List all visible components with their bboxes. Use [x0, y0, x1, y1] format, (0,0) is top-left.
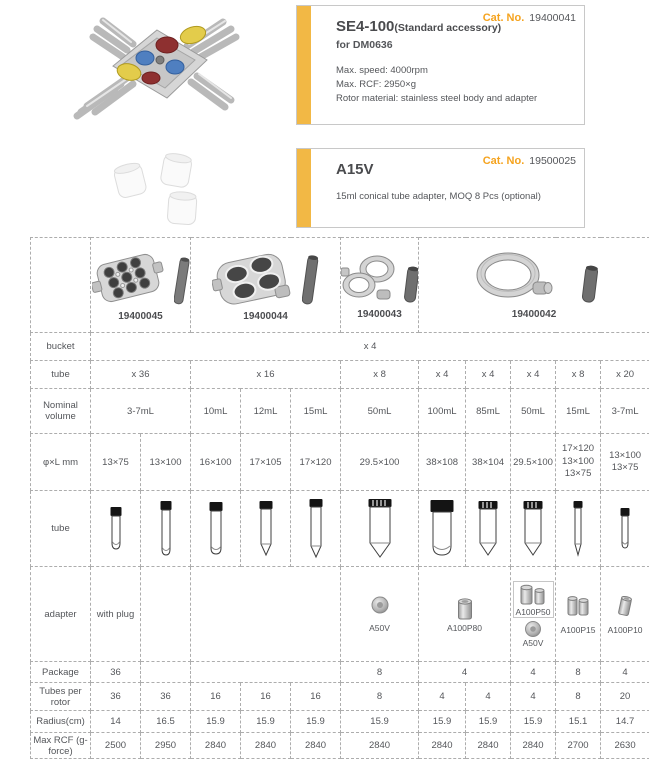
- adapter-label: A50V: [523, 638, 544, 648]
- a100p15-adapter-icon: [566, 594, 590, 618]
- adapter-label: A100P15: [561, 625, 596, 635]
- nominal-cell: 100mL: [419, 389, 466, 434]
- rcf-cell: 2840: [291, 733, 341, 759]
- product-panel-se4-100: [296, 5, 585, 125]
- tube-type-cell: [419, 491, 466, 567]
- package-cell: 4: [419, 662, 511, 683]
- spec-line: Max. speed: 4000rpm: [336, 64, 576, 78]
- accent-bar: [297, 6, 311, 124]
- product-cell-19400044: [191, 238, 341, 333]
- tube-type-cell: [91, 491, 141, 567]
- tube-type-cell: [466, 491, 511, 567]
- dims-cell: 17×120: [291, 434, 341, 491]
- tube-count-cell: x 16: [191, 361, 341, 389]
- row-label-max-rcf: Max RCF (g-force): [31, 733, 91, 759]
- tube-type-cell: [291, 491, 341, 567]
- nominal-cell: 85mL: [466, 389, 511, 434]
- tpr-cell: 36: [91, 683, 141, 711]
- spec-line: 15ml conical tube adapter, MOQ 8 Pcs (optional): [336, 190, 576, 204]
- row-tube-type: [31, 491, 649, 567]
- dims-cell: 17×105: [241, 434, 291, 491]
- row-radius: [31, 711, 649, 733]
- dims-cell: 38×104: [466, 434, 511, 491]
- accent-bar: [297, 149, 311, 227]
- row-max-rcf: [31, 733, 649, 759]
- a50v-adapter-icon: [370, 596, 390, 614]
- product-subtitle: for DM0636: [336, 39, 576, 51]
- a100p50-adapter-icon: [519, 583, 547, 607]
- cat-no-value: 19400041: [529, 12, 576, 24]
- radius-cell: 15.9: [191, 711, 241, 733]
- tube-15ml-conical-icon: [571, 499, 585, 559]
- nominal-cell: 3-7mL: [91, 389, 191, 434]
- tube-type-cell: [601, 491, 649, 567]
- tube-count-cell: x 20: [601, 361, 649, 389]
- tpr-cell: 16: [241, 683, 291, 711]
- product-spec-lines: [336, 190, 576, 204]
- tube-type-cell: [241, 491, 291, 567]
- adapter-cell-a100p50: [511, 567, 556, 662]
- row-label-tube: tube: [31, 361, 91, 389]
- product-title: SE4-100(Standard accessory): [336, 18, 576, 37]
- row-label-bucket: bucket: [31, 333, 91, 361]
- radius-cell: 15.9: [466, 711, 511, 733]
- row-tube-count: [31, 361, 649, 389]
- row-label-radius: Radius(cm): [31, 711, 91, 733]
- row-label-tube-type: tube: [31, 491, 91, 567]
- tpr-cell: 4: [419, 683, 466, 711]
- cat-no-label: Cat. No.: [483, 12, 525, 24]
- package-cell: 4: [601, 662, 649, 683]
- rcf-cell: 2840: [466, 733, 511, 759]
- dims-cell: 13×100: [141, 434, 191, 491]
- radius-cell: 15.9: [291, 711, 341, 733]
- tpr-cell: 8: [341, 683, 419, 711]
- product-title: A15V: [336, 161, 576, 179]
- tpr-cell: 4: [466, 683, 511, 711]
- tube-50ml-conical-icon: [365, 497, 395, 561]
- tube-50ml-conical-icon: [520, 499, 546, 559]
- radius-cell: 15.9: [511, 711, 556, 733]
- row-label-tubes-per-rotor: Tubes per rotor: [31, 683, 91, 711]
- product-cell-19400043: [341, 238, 419, 333]
- package-cell: 8: [556, 662, 601, 683]
- adapter-label: A100P50: [516, 607, 551, 617]
- radius-cell: 16.5: [141, 711, 191, 733]
- product-title-suffix: (Standard accessory): [394, 22, 501, 34]
- row-adapter: [31, 567, 649, 662]
- tube-count-cell: x 4: [466, 361, 511, 389]
- row-tubes-per-rotor: [31, 683, 649, 711]
- rcf-cell: 2840: [341, 733, 419, 759]
- cat-no-label: Cat. No.: [483, 155, 525, 167]
- nominal-cell: 50mL: [341, 389, 419, 434]
- adapter-cell-a100p15: [556, 567, 601, 662]
- radius-cell: 15.1: [556, 711, 601, 733]
- tube-85ml-conical-icon: [475, 499, 501, 559]
- dims-cell: 16×100: [191, 434, 241, 491]
- tube-photo-icon: [403, 264, 419, 306]
- adapter-cell-a100p80: [419, 567, 511, 662]
- product-code: 19400042: [512, 309, 557, 320]
- rcf-cell: 2630: [601, 733, 649, 759]
- cat-no-value: 19500025: [529, 155, 576, 167]
- row-bucket: [31, 333, 649, 361]
- radius-cell: 15.9: [419, 711, 466, 733]
- nominal-cell: 10mL: [191, 389, 241, 434]
- nominal-cell: 15mL: [556, 389, 601, 434]
- row-nominal-volume: [31, 389, 649, 434]
- a100p10-adapter-icon: [614, 594, 636, 618]
- adapter-cell: with plug: [91, 567, 141, 662]
- dims-cell: 17×120 13×100 13×75: [556, 434, 601, 491]
- adapter-label: A100P10: [608, 625, 643, 635]
- product-code: 19400043: [357, 309, 402, 320]
- a15v-adapters-photo-icon: [100, 142, 218, 230]
- tpr-cell: 16: [291, 683, 341, 711]
- a50v-adapter-icon: [524, 621, 542, 637]
- bucket-ring1-icon: [470, 250, 554, 306]
- bucket-plate9-icon: [92, 248, 164, 308]
- package-cell: 4: [511, 662, 556, 683]
- row-label-nominal: Nominal volume: [31, 389, 91, 434]
- row-product-images: [31, 238, 649, 333]
- tube-count-cell: x 4: [419, 361, 466, 389]
- adapter-cell: [191, 567, 341, 662]
- tube-16x100-round-icon: [207, 500, 225, 558]
- nominal-cell: 12mL: [241, 389, 291, 434]
- row-dimensions: [31, 434, 649, 491]
- spec-table: [30, 237, 649, 759]
- tpr-cell: 20: [601, 683, 649, 711]
- tube-13x75-round-icon: [108, 505, 124, 553]
- row-label-adapter: adapter: [31, 567, 91, 662]
- adapter-label: A50V: [369, 623, 390, 633]
- radius-cell: 14.7: [601, 711, 649, 733]
- tpr-cell: 36: [141, 683, 191, 711]
- radius-cell: 14: [91, 711, 141, 733]
- nominal-cell: 3-7mL: [601, 389, 649, 434]
- rcf-cell: 2840: [419, 733, 466, 759]
- tpr-cell: 16: [191, 683, 241, 711]
- tube-photo-icon: [302, 252, 319, 308]
- tpr-cell: 8: [556, 683, 601, 711]
- rcf-cell: 2700: [556, 733, 601, 759]
- bucket-rings2-icon: [341, 250, 398, 306]
- spec-line: Rotor material: stainless steel body and adapter: [336, 92, 576, 106]
- nominal-cell: 50mL: [511, 389, 556, 434]
- tube-17x105-conical-icon: [257, 499, 275, 559]
- row-label-package: Package: [31, 662, 91, 683]
- tube-type-cell: [511, 491, 556, 567]
- nominal-cell: 15mL: [291, 389, 341, 434]
- tube-count-cell: x 8: [556, 361, 601, 389]
- rotor-photo-icon: [55, 2, 265, 124]
- dims-cell: 13×75: [91, 434, 141, 491]
- package-cell: [141, 662, 191, 683]
- row-package: [31, 662, 649, 683]
- rcf-cell: 2500: [91, 733, 141, 759]
- adapter-label: A100P80: [447, 623, 482, 633]
- adapter-cell: [141, 567, 191, 662]
- dims-cell: 29.5×100: [511, 434, 556, 491]
- radius-cell: 15.9: [341, 711, 419, 733]
- rcf-cell: 2840: [241, 733, 291, 759]
- row-label-dims: φ×L mm: [31, 434, 91, 491]
- tube-photo-icon: [580, 262, 599, 306]
- rcf-cell: 2840: [191, 733, 241, 759]
- a100p80-adapter-icon: [456, 596, 474, 622]
- tube-count-cell: x 8: [341, 361, 419, 389]
- tube-count-cell: x 36: [91, 361, 191, 389]
- tube-17x120-conical-icon: [307, 497, 325, 561]
- product-code: 19400045: [118, 311, 163, 322]
- product-cell-19400042: [419, 238, 649, 333]
- adapter-subbox: [513, 581, 554, 618]
- tube-3-7ml-round-icon: [618, 506, 632, 552]
- tube-type-cell: [191, 491, 241, 567]
- adapter-cell-a100p10: [601, 567, 649, 662]
- dims-cell: 38×108: [419, 434, 466, 491]
- tube-photo-icon: [174, 254, 190, 308]
- rcf-cell: 2840: [511, 733, 556, 759]
- product-panel-a15v: [296, 148, 585, 228]
- tpr-cell: 4: [511, 683, 556, 711]
- tube-type-cell: [341, 491, 419, 567]
- tube-type-cell: [556, 491, 601, 567]
- dims-cell: 13×100 13×75: [601, 434, 649, 491]
- tube-count-cell: x 4: [511, 361, 556, 389]
- bucket-plate4-icon: [212, 248, 292, 308]
- radius-cell: 15.9: [241, 711, 291, 733]
- package-cell: 36: [91, 662, 141, 683]
- rcf-cell: 2950: [141, 733, 191, 759]
- tube-100ml-round-icon: [428, 498, 456, 560]
- tube-13x100-round-icon: [158, 499, 174, 559]
- product-spec-lines: [336, 64, 576, 106]
- dims-cell: 29.5×100: [341, 434, 419, 491]
- product-code: 19400044: [243, 311, 288, 322]
- adapter-cell-a50v: [341, 567, 419, 662]
- product-cell-19400045: [91, 238, 191, 333]
- tube-type-cell: [141, 491, 191, 567]
- package-cell: [191, 662, 341, 683]
- bucket-count-cell: x 4: [91, 333, 649, 361]
- package-cell: 8: [341, 662, 419, 683]
- header-spacer: [31, 238, 91, 333]
- spec-line: Max. RCF: 2950×g: [336, 78, 576, 92]
